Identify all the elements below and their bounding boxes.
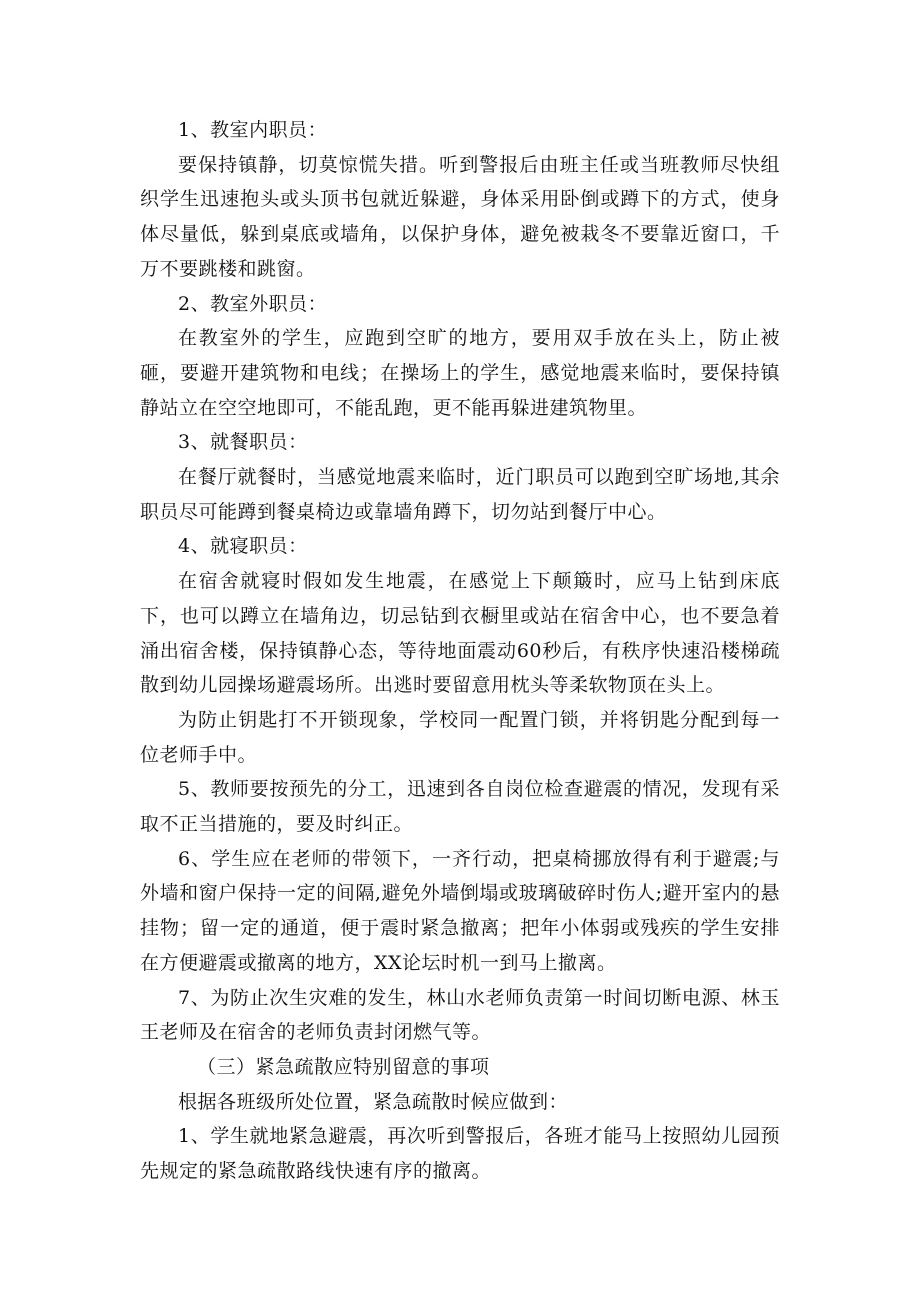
- paragraph-sleeping-staff: 在宿舍就寝时假如发生地震，在感觉上下颠簸时，应马上钻到床底下，也可以蹲立在墙角边，切忌钻到衣橱里或站在宿舍中心，也不要急着涌出宿舍楼，保持镇静心态，等待地面震动60秒后，有秩序快速沿楼梯疏散到幼儿园操场避震场所。出逃时要留意用枕头等柔软物顶在头上。: [140, 570, 780, 697]
- paragraph-dining-staff: 在餐厅就餐时，当感觉地震来临时，近门职员可以跑到空旷场地,其余职员尽可能蹲到餐桌椅边或靠墙角蹲下，切勿站到餐厅中心。: [140, 466, 780, 523]
- paragraph-classroom-staff: 要保持镇静，切莫惊慌失措。听到警报后由班主任或当班教师尽快组织学生迅速抱头或头顶书包就近躲避，身体采用卧倒或蹲下的方式，使身体尽量低，躲到桌底或墙角，以保护身体，避免被栽冬不要靠近窗口，千万不要跳楼和跳窗。: [140, 153, 780, 280]
- heading-classroom-staff: 1、教室内职员：: [178, 119, 328, 141]
- heading-outdoor-staff: 2、教室外职员：: [178, 292, 328, 315]
- document-body: [140, 113, 780, 1189]
- heading-dining-staff: 3、就餐职员：: [178, 431, 308, 454]
- paragraph-outdoor-staff: 在教室外的学生，应跑到空旷的地方，要用双手放在头上，防止被砸，要避开建筑物和电线；在操场上的学生，感觉地震来临时，要保持镇静站立在空空地即可，不能乱跑，更不能再躲进建筑物里。: [140, 327, 780, 419]
- paragraph-key-distribution: 为防止钥匙打不开锁现象，学校同一配置门锁，并将钥匙分配到每一位老师手中。: [140, 708, 780, 766]
- paragraph-teacher-duties: 5、教师要按预先的分工，迅速到各自岗位检查避震的情况，发现有采取不正当措施的，要及时纠正。: [140, 778, 780, 836]
- section-heading-evacuation: （三）紧急疏散应特别留意的事项: [197, 1055, 490, 1078]
- heading-sleeping-staff: 4、就寝职员：: [178, 535, 308, 558]
- paragraph-evacuation-step-1: 1、学生就地紧急避震，再次听到警报后，各班才能马上按照幼儿园预先规定的紧急疏散路线快速有序的撤离。: [140, 1125, 780, 1183]
- paragraph-student-actions: 6、学生应在老师的带领下，一齐行动，把桌椅挪放得有利于避震;与外墙和窗户保持一定的间隔,避免外墙倒塌或玻璃破碎时伤人;避开室内的悬挂物；留一定的通道，便于震时紧急撤离；把年小体弱或残疾的学生安排在方便避震或撤离的地方，XX论坛时机一到马上撤离。: [140, 847, 780, 974]
- paragraph-secondary-disaster: 7、为防止次生灾难的发生，林山水老师负责第一时间切断电源、林玉王老师及在宿舍的老师负责封闭燃气等。: [140, 986, 780, 1044]
- paragraph-evacuation-intro: 根据各班级所处位置，紧急疏散时候应做到：: [178, 1090, 569, 1113]
